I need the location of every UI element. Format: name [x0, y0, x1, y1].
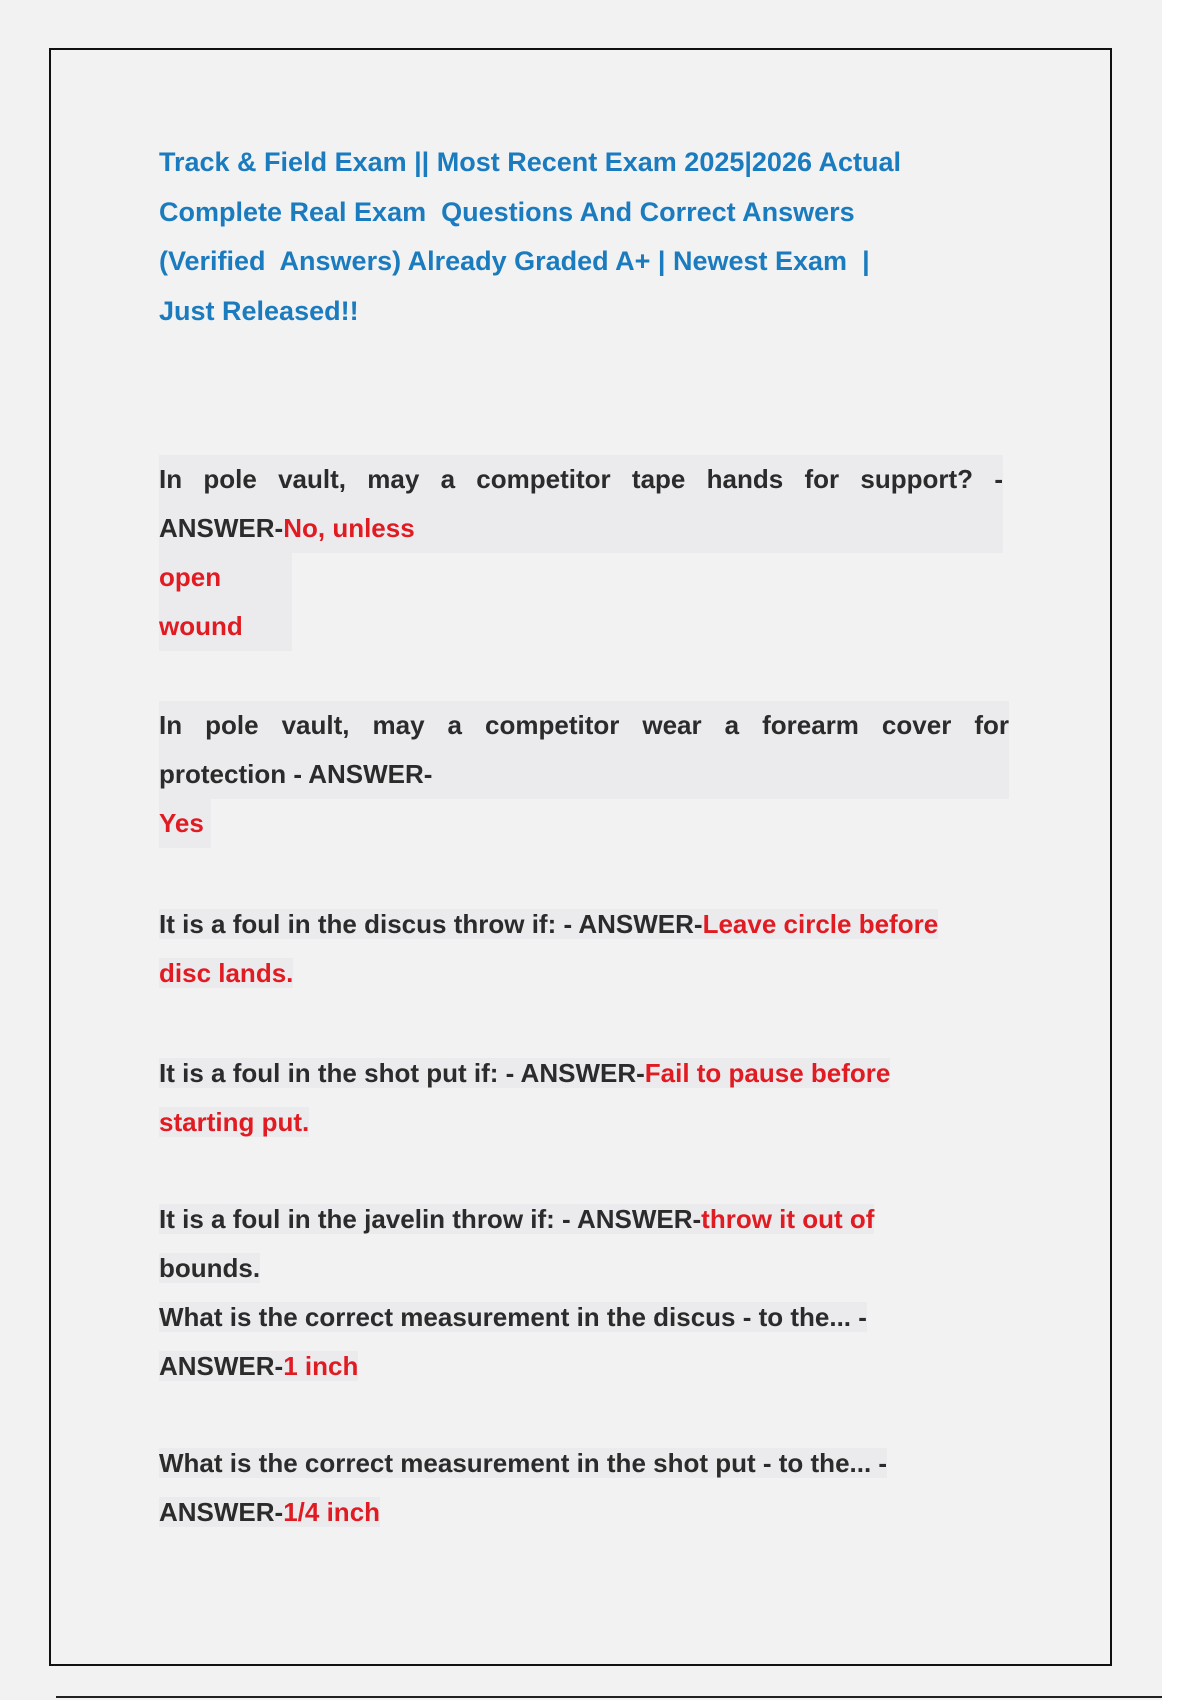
- title-line: Just Released!!: [159, 295, 359, 326]
- answer-text: wound: [159, 602, 292, 651]
- answer-trailing-text: bounds.: [159, 1253, 261, 1283]
- title-line: Complete Real Exam Questions And Correct Answers: [159, 196, 855, 227]
- document-title: [159, 138, 959, 336]
- answer-text: Leave circle before: [702, 909, 939, 939]
- question-text: In pole vault, may a competitor tape hands for support? -: [159, 455, 1003, 504]
- qa-item-1: [159, 455, 1003, 651]
- page-gutter: [1162, 0, 1200, 1700]
- answer-text: Yes: [159, 799, 211, 848]
- qa-item-7: [159, 1439, 887, 1537]
- answer-text: Fail to pause before: [644, 1058, 891, 1088]
- page-divider: [56, 1696, 1162, 1698]
- document-page: [49, 48, 1112, 1666]
- answer-text: open: [159, 553, 292, 602]
- answer-prefix: ANSWER-: [159, 1351, 284, 1381]
- answer-text: throw it out of: [701, 1204, 875, 1234]
- qa-item-3: [159, 900, 938, 998]
- answer-text: 1 inch: [283, 1351, 359, 1381]
- qa-item-4: [159, 1049, 890, 1147]
- answer-text: starting put.: [159, 1107, 310, 1137]
- title-line: Track & Field Exam || Most Recent Exam 2025|2026 Actual: [159, 147, 901, 177]
- answer-prefix: ANSWER-: [159, 1497, 284, 1527]
- question-text: protection - ANSWER-: [159, 750, 1009, 799]
- answer-text: No, unless: [283, 513, 415, 543]
- question-text: It is a foul in the discus throw if: - ANSWER-: [159, 909, 703, 939]
- answer-text: disc lands.: [159, 958, 294, 988]
- question-text: What is the correct measurement in the shot put - to the... -: [159, 1448, 888, 1478]
- answer-prefix: ANSWER-: [159, 513, 284, 543]
- qa-item-6: [159, 1293, 867, 1391]
- question-text: In pole vault, may a competitor wear a forearm cover for: [159, 701, 1009, 750]
- qa-item-2: [159, 701, 1009, 848]
- question-text: What is the correct measurement in the discus - to the... -: [159, 1302, 867, 1332]
- question-text: It is a foul in the shot put if: - ANSWER-: [159, 1058, 645, 1088]
- answer-text: 1/4 inch: [283, 1497, 381, 1527]
- qa-item-5: [159, 1195, 874, 1293]
- question-text: It is a foul in the javelin throw if: - ANSWER-: [159, 1204, 702, 1234]
- title-line: (Verified Answers) Already Graded A+ | Newest Exam |: [159, 246, 870, 276]
